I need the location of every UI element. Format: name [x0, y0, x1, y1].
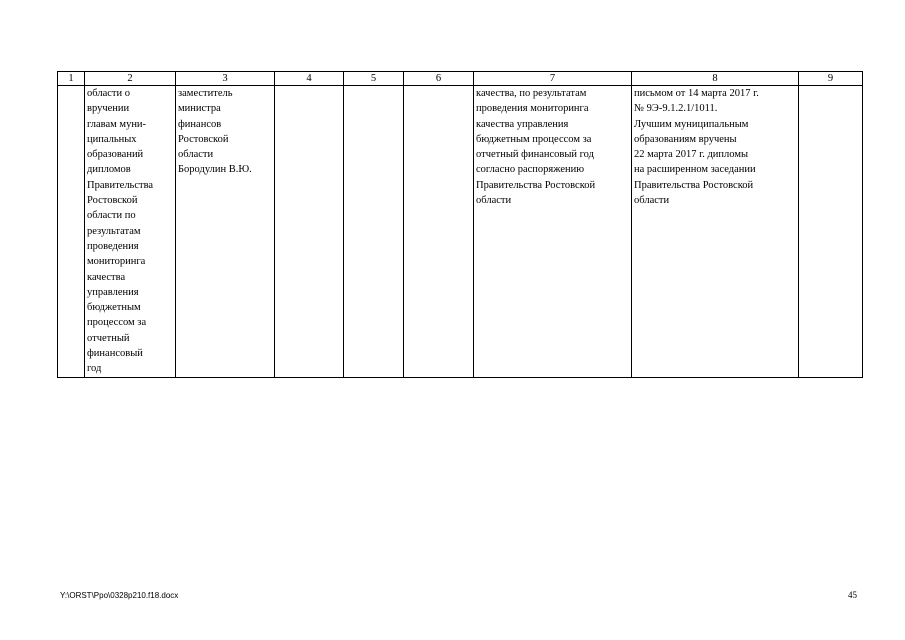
- cell-col-8: письмом от 14 марта 2017 г. № 9Э-9.1.2.1/1011. Лучшим муниципальным образованиям вручены 22 марта 2017 г. дипломы на расширенном заседании Правительства Ростовской области: [632, 86, 799, 378]
- column-header-6: 6: [404, 72, 474, 86]
- column-header-7: 7: [474, 72, 632, 86]
- table-row: [58, 86, 863, 378]
- column-header-4: 4: [275, 72, 344, 86]
- cell-col-5: [344, 86, 404, 378]
- cell-col-1: [58, 86, 85, 378]
- cell-col-9: [799, 86, 863, 378]
- column-header-2: 2: [85, 72, 176, 86]
- cell-col-2: области о вручении главам муни- ципальных образований дипломов Правительства Ростовской области по результатам проведения мониторинга качества управления бюджетным процессом за отчетный финансовый год: [85, 86, 176, 378]
- document-table: [57, 71, 863, 378]
- page-number: 45: [848, 590, 857, 600]
- column-header-3: 3: [176, 72, 275, 86]
- column-header-8: 8: [632, 72, 799, 86]
- column-header-1: 1: [58, 72, 85, 86]
- cell-col-7: качества, по результатам проведения мониторинга качества управления бюджетным процессом за отчетный финансовый год согласно распоряжению Правительства Ростовской области: [474, 86, 632, 378]
- column-header-9: 9: [799, 72, 863, 86]
- header-row: [58, 72, 863, 86]
- column-header-5: 5: [344, 72, 404, 86]
- footer-file-path: Y:\ORST\Ppo\0328p210.f18.docx: [60, 591, 179, 600]
- cell-col-6: [404, 86, 474, 378]
- cell-col-4: [275, 86, 344, 378]
- cell-col-3: заместитель министра финансов Ростовской области Бородулин В.Ю.: [176, 86, 275, 378]
